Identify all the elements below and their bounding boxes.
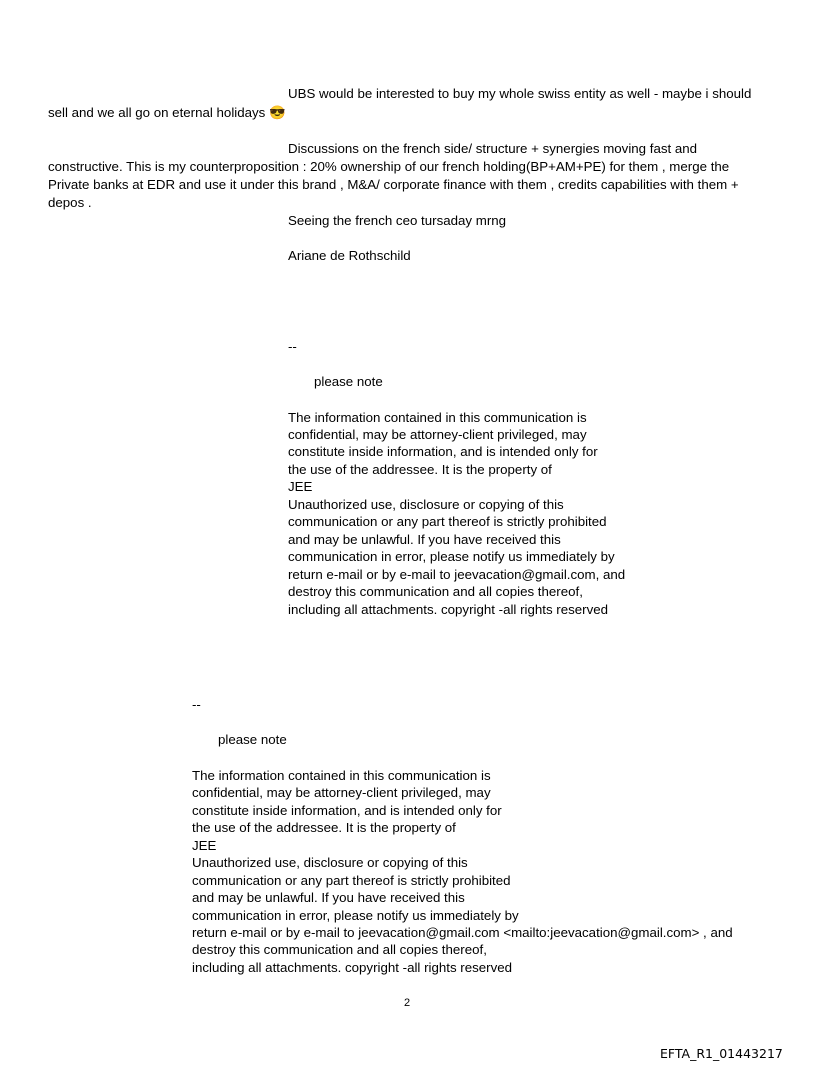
disclaimer-line: communication in error, please notify us immediately by	[192, 908, 519, 923]
disclaimer-line: including all attachments. copyright -all rights reserved	[288, 602, 609, 617]
disclaimer-line: communication or any part thereof is strictly prohibited	[192, 873, 511, 888]
disclaimer-line: JEE	[192, 838, 217, 853]
disclaimer-line: confidential, may be attorney-client privileged, may	[288, 427, 587, 442]
disclaimer-line: JEE	[288, 479, 313, 494]
separator: --	[192, 697, 201, 712]
disclaimer-line: return e-mail or by e-mail to jeevacation@gmail.com <mailto:jeevacation@gmail.com> , and	[192, 925, 733, 940]
disclaimer-line: and may be unlawful. If you have received this	[192, 890, 465, 905]
note-title: please note	[314, 374, 383, 389]
signature: Ariane de Rothschild	[288, 248, 411, 263]
disclaimer-line: constitute inside information, and is intended only for	[288, 444, 598, 459]
body-line: Discussions on the french side/ structure + synergies moving fast and	[288, 141, 698, 156]
body-line: Seeing the french ceo tursaday mrng	[288, 213, 507, 228]
disclaimer-line: communication in error, please notify us immediately by	[288, 549, 615, 564]
disclaimer-line: the use of the addressee. It is the property of	[288, 462, 552, 477]
disclaimer-line: constitute inside information, and is intended only for	[192, 803, 502, 818]
disclaimer-line: The information contained in this communication is	[192, 768, 491, 783]
document-id: EFTA_R1_01443217	[660, 1046, 783, 1061]
disclaimer-line: destroy this communication and all copies thereof,	[288, 584, 583, 599]
disclaimer-line: the use of the addressee. It is the property of	[192, 820, 456, 835]
disclaimer-line: Unauthorized use, disclosure or copying of this	[288, 497, 564, 512]
disclaimer-line: return e-mail or by e-mail to jeevacation@gmail.com, and	[288, 567, 626, 582]
body-line: Private banks at EDR and use it under this brand , M&A/ corporate finance with them , credits capabilities with them +	[48, 177, 739, 192]
disclaimer-line: confidential, may be attorney-client privileged, may	[192, 785, 491, 800]
disclaimer-line: communication or any part thereof is strictly prohibited	[288, 514, 607, 529]
body-line: depos .	[48, 195, 92, 210]
disclaimer-line: Unauthorized use, disclosure or copying of this	[192, 855, 468, 870]
disclaimer-line: destroy this communication and all copies thereof,	[192, 942, 487, 957]
disclaimer-line: The information contained in this communication is	[288, 410, 587, 425]
disclaimer-line: and may be unlawful. If you have received this	[288, 532, 561, 547]
body-line: sell and we all go on eternal holidays 😎	[48, 105, 286, 120]
separator: --	[288, 339, 297, 354]
note-title: please note	[218, 732, 287, 747]
page-number: 2	[404, 997, 411, 1009]
body-line: constructive. This is my counterproposition : 20% ownership of our french holding(BP+AM+PE) for them , merge the	[48, 159, 730, 174]
disclaimer-line: including all attachments. copyright -all rights reserved	[192, 960, 513, 975]
body-line: UBS would be interested to buy my whole swiss entity as well - maybe i should	[288, 86, 752, 101]
